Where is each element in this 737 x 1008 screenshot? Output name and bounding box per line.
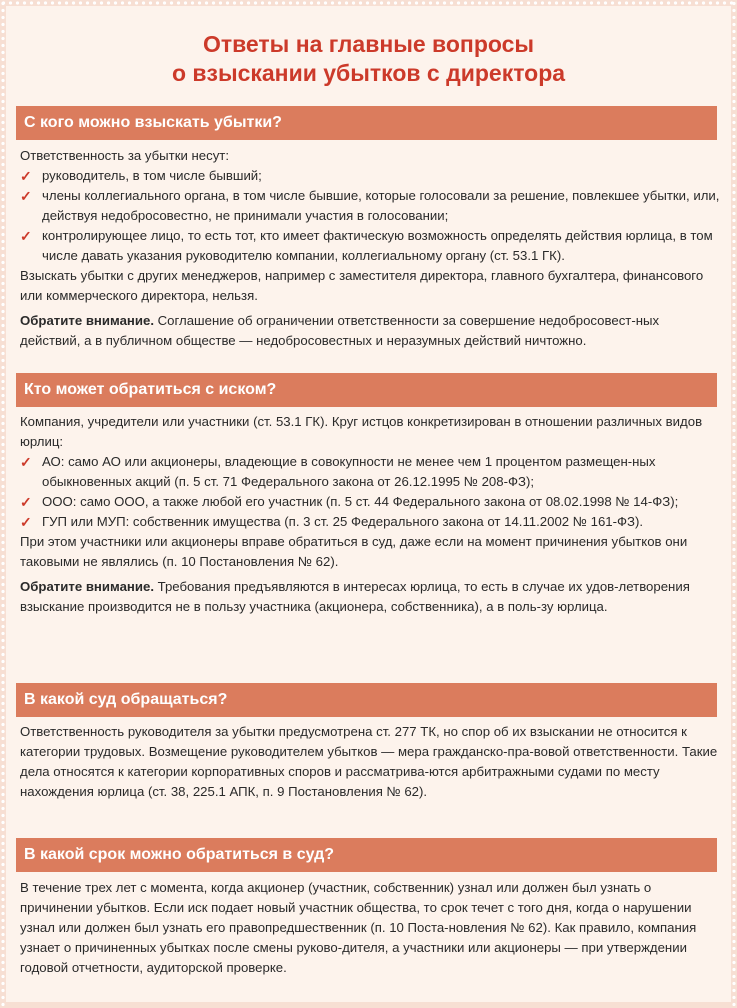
section-body-who-liable (20, 146, 720, 351)
section-intro: Ответственность за убытки несут: (20, 148, 230, 163)
section-paragraph: Взыскать убытки с других менеджеров, например с заместителя директора, главного бухгалтера, финансового или коммерческого директора, нельзя. (20, 268, 704, 303)
title-line-1: Ответы на главные вопросы (202, 31, 535, 57)
attention-note (20, 577, 720, 617)
page-title (0, 30, 737, 88)
left-perforation (0, 0, 6, 1008)
list-item (20, 226, 720, 266)
list-item (20, 166, 720, 186)
section-header-which-court: В какой суд обращаться? (16, 683, 717, 717)
section-body-who-can-sue (20, 412, 720, 617)
top-perforation (0, 0, 737, 6)
list-item-text: контролирующее лицо, то есть тот, кто имеет фактическую возможность определять действия юрлица, в том числе давать указания руководителю компании, коллегиальному органу (ст. 53.1 ГК). (42, 228, 713, 263)
list-item-text: руководитель, в том числе бывший; (42, 168, 262, 183)
list-item (20, 492, 720, 512)
right-perforation (731, 0, 737, 1008)
checkmark-icon: ✓ (20, 168, 32, 184)
list-item-text: АО: само АО или акционеры, владеющие в совокупности не менее чем 1 процентом размещен-ных обыкновенных акций (п. 5 ст. 71 Федерального закона от 26.12.1995 № 208-ФЗ); (42, 454, 656, 489)
bullet-list (20, 166, 720, 266)
checkmark-icon: ✓ (20, 454, 32, 470)
attention-note (20, 311, 720, 351)
checkmark-icon: ✓ (20, 228, 32, 244)
attention-text: Соглашение об ограничении ответственности за совершение недобросовест-ных действий, а в публичном обществе — недобросовестных и неразумных действий ничтожно. (20, 313, 660, 348)
section-paragraph: При этом участники или акционеры вправе обратиться в суд, даже если на момент причинения убытков они таковыми не являлись (п. 10 Постановления № 62). (20, 534, 688, 569)
section-header-who-can-sue: Кто может обратиться с иском? (16, 373, 717, 407)
section-header-time-limit: В какой срок можно обратиться в суд? (16, 838, 717, 872)
section-paragraph: В течение трех лет с момента, когда акционер (участник, собственник) узнал или должен был узнать о причинении убытков. Если иск подает новый участник общества, то срок течет с того дня, когда о нарушении узнал или должен был узнать его правопредшественник (п. 10 Поста-новления № 62). Как правило, компания узнает о причиненных убытках после смены руково-дителя, а участники или акционеры — при утверждении годовой отчетности, аудиторской проверке. (20, 880, 697, 975)
section-intro: Компания, учредители или участники (ст. 53.1 ГК). Круг истцов конкретизирован в отношении различных видов юрлиц: (20, 414, 703, 449)
attention-label: Обратите внимание. (20, 579, 154, 594)
checkmark-icon: ✓ (20, 514, 32, 530)
attention-label: Обратите внимание. (20, 313, 154, 328)
list-item-text: ГУП или МУП: собственник имущества (п. 3 ст. 25 Федерального закона от 14.11.2002 № 161-ФЗ). (42, 514, 644, 529)
checkmark-icon: ✓ (20, 494, 32, 510)
section-header-who-liable: С кого можно взыскать убытки? (16, 106, 717, 140)
list-item-text: ООО: само ООО, а также любой его участник (п. 5 ст. 44 Федерального закона от 08.02.1998 № 14-ФЗ); (42, 494, 679, 509)
list-item (20, 512, 720, 532)
section-body-which-court (20, 722, 720, 802)
title-line-2: о взыскании убытков с директора (171, 60, 566, 86)
checkmark-icon: ✓ (20, 188, 32, 204)
attention-text: Требования предъявляются в интересах юрлица, то есть в случае их удов-летворения взыскание производится не в пользу участника (акционера, собственника), а в поль-зу юрлица. (20, 579, 690, 614)
list-item (20, 186, 720, 226)
section-body-time-limit (20, 878, 720, 978)
list-item-text: члены коллегиального органа, в том числе бывшие, которые голосовали за решение, повлекшее убытки, или, действуя недобросовестно, не принимали участия в голосовании; (42, 188, 720, 223)
list-item (20, 452, 720, 492)
bullet-list (20, 452, 720, 532)
section-paragraph: Ответственность руководителя за убытки предусмотрена ст. 277 ТК, но спор об их взыскании не относится к категории трудовых. Возмещение руководителем убытков — мера гражданско-пра-вовой ответственности. Такие дела относятся к категории корпоративных споров и рассматрива-ются арбитражными судами по месту нахождения юрлица (ст. 38, 225.1 АПК, п. 9 Постановления № 62). (20, 724, 718, 799)
